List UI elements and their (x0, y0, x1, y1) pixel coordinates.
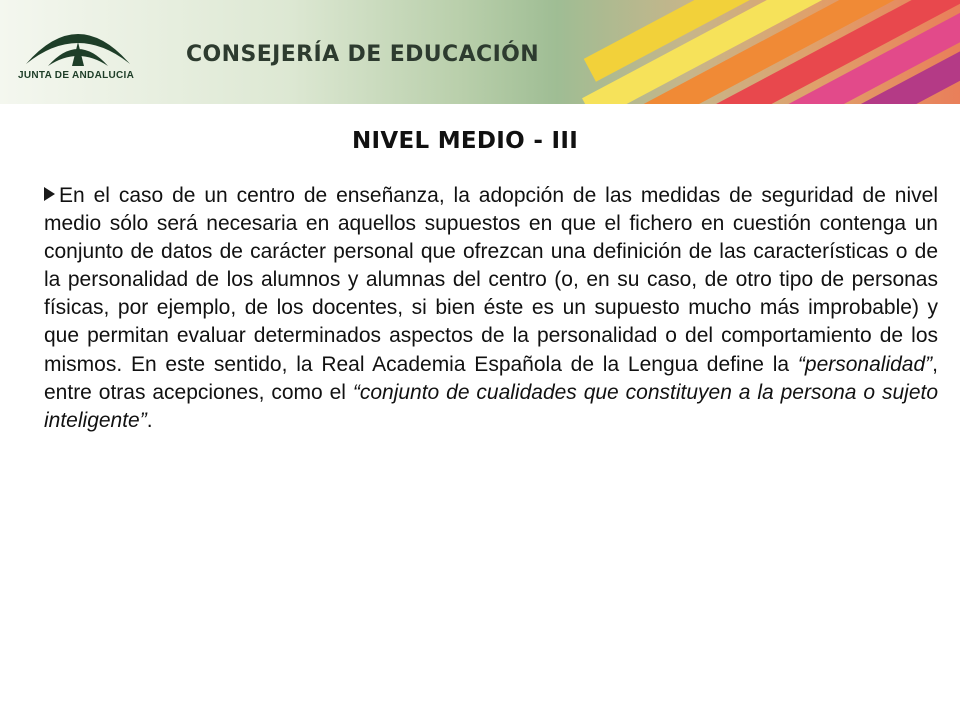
paragraph-end-text: . (146, 408, 153, 432)
arrow-bullet-icon (44, 187, 55, 201)
header-banner (0, 0, 960, 104)
crayons-image (540, 0, 960, 104)
logo-caption: JUNTA DE ANDALUCIA (18, 70, 135, 81)
quote-personalidad: “personalidad” (797, 352, 933, 376)
paragraph-mid-text: , entre otras acepciones, como el (44, 352, 938, 404)
junta-de-andalucia-emblem-icon (8, 6, 148, 98)
header-title: CONSEJERÍA DE EDUCACIÓN (186, 42, 540, 67)
quote-definition: “conjunto de cualidades que constituyen a la persona o sujeto inteligente” (44, 380, 939, 432)
body-paragraph (44, 182, 938, 435)
paragraph-main-text: En el caso de un centro de enseñanza, la adopción de las medidas de seguridad de nivel medio sólo será necesaria en aquellos supuestos en que el fichero en cuestión contenga un conjunto de datos de carácter personal que ofrezcan una definición de las características o de la personalidad de los alumnos y alumnas del centro (o, en su caso, de otro tipo de personas físicas, por ejemplo, de los docentes, si bien éste es un supuesto mucho más improbable) y que permitan evaluar determinados aspectos de la personalidad o del comportamiento de los mismos. En este sentido, la Real Academia Española de la Lengua define la (44, 184, 938, 376)
slide-title: NIVEL MEDIO - III (351, 128, 579, 154)
